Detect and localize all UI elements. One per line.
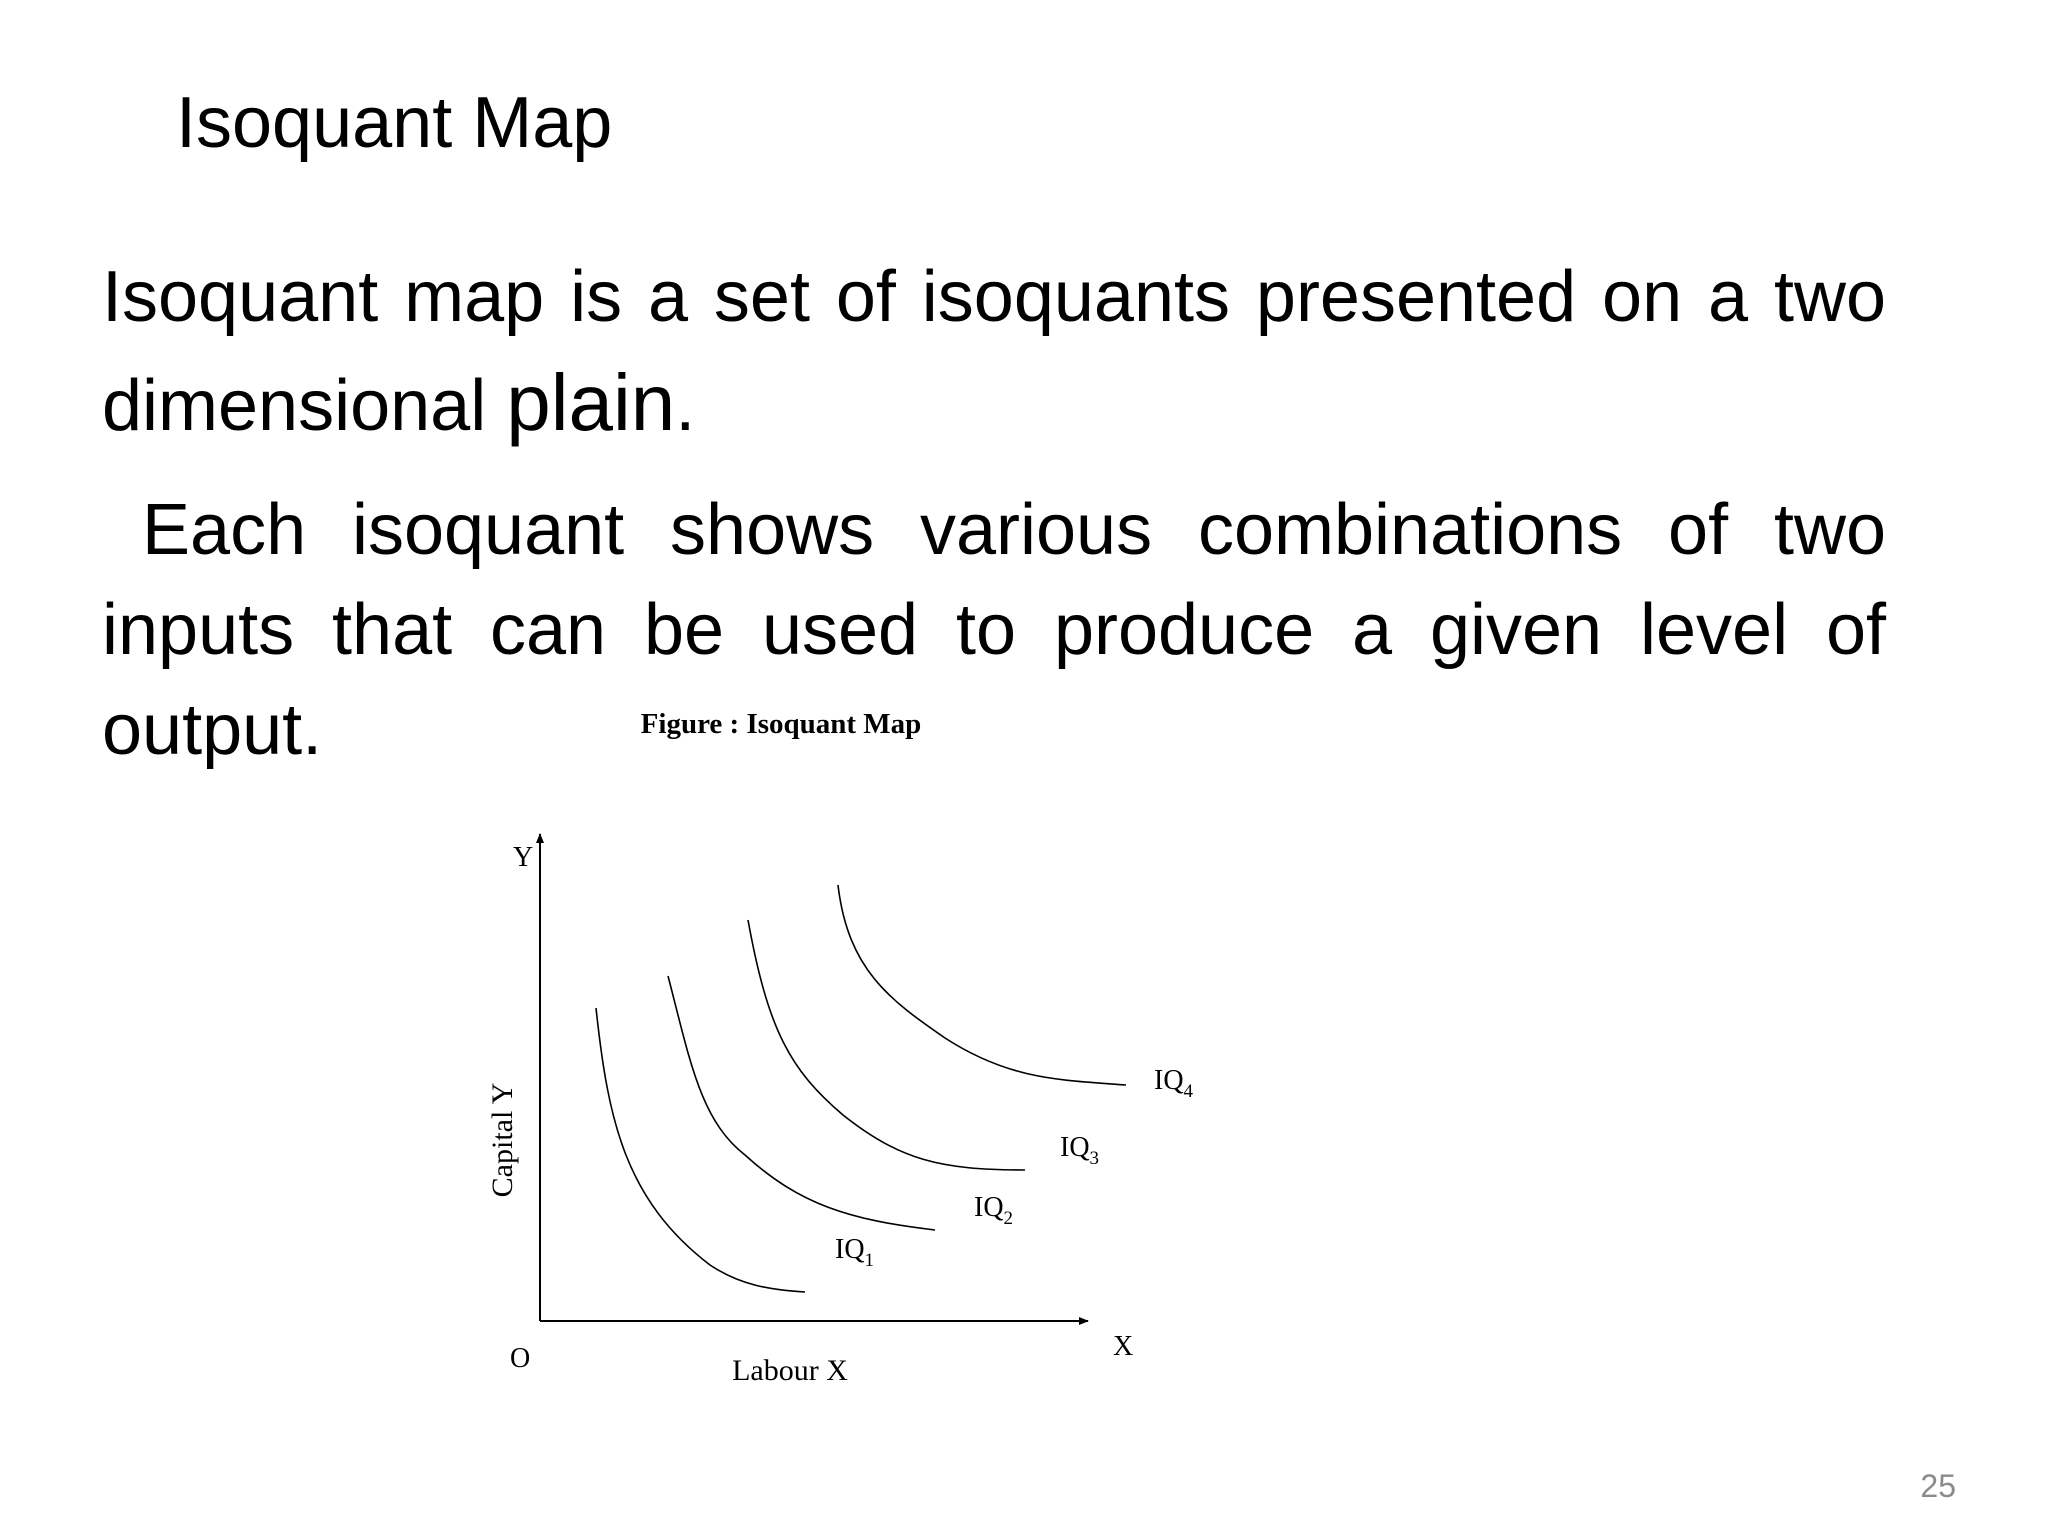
definition-period: . <box>675 366 696 446</box>
iq3-label <box>1060 1132 1099 1169</box>
iq1-label-name: IQ <box>835 1234 865 1265</box>
isoquant-curve-iq4 <box>838 885 1126 1085</box>
definition-text: Isoquant map is a set of isoquants presented on a two dimensional <box>102 257 1886 446</box>
page-number: 25 <box>1920 1468 1956 1504</box>
slide-title: Isoquant Map <box>176 83 613 163</box>
iq2-label <box>974 1192 1013 1229</box>
definition-emphasis: plain <box>506 358 676 447</box>
isoquant-curve-iq2 <box>668 976 935 1230</box>
y-axis-letter: Y <box>513 842 534 873</box>
x-axis-label: Labour X <box>732 1354 848 1387</box>
iq4-label-subscript: 4 <box>1183 1081 1194 1102</box>
explanation-paragraph: Each isoquant shows various combinations of two inputs that can be used to produce a given level of output. <box>102 490 1886 770</box>
iq2-label-subscript: 2 <box>1003 1208 1014 1229</box>
iq2-label-name: IQ <box>974 1192 1004 1223</box>
iq4-label <box>1154 1065 1194 1102</box>
isoquant-curve-iq1 <box>596 1008 805 1292</box>
figure-title: Figure : Isoquant Map <box>640 708 922 740</box>
x-axis-letter: X <box>1113 1331 1134 1362</box>
definition-paragraph <box>102 245 1886 459</box>
iq1-label-subscript: 1 <box>864 1250 875 1271</box>
y-axis-label: Capital Y <box>486 1082 519 1198</box>
isoquant-map-figure <box>450 700 1350 1400</box>
isoquant-curve-iq3 <box>748 920 1025 1170</box>
iq1-label <box>835 1234 874 1271</box>
iq4-label-name: IQ <box>1154 1065 1184 1096</box>
iq3-label-name: IQ <box>1060 1132 1090 1163</box>
origin-label: O <box>510 1343 531 1374</box>
iq3-label-subscript: 3 <box>1089 1148 1100 1169</box>
